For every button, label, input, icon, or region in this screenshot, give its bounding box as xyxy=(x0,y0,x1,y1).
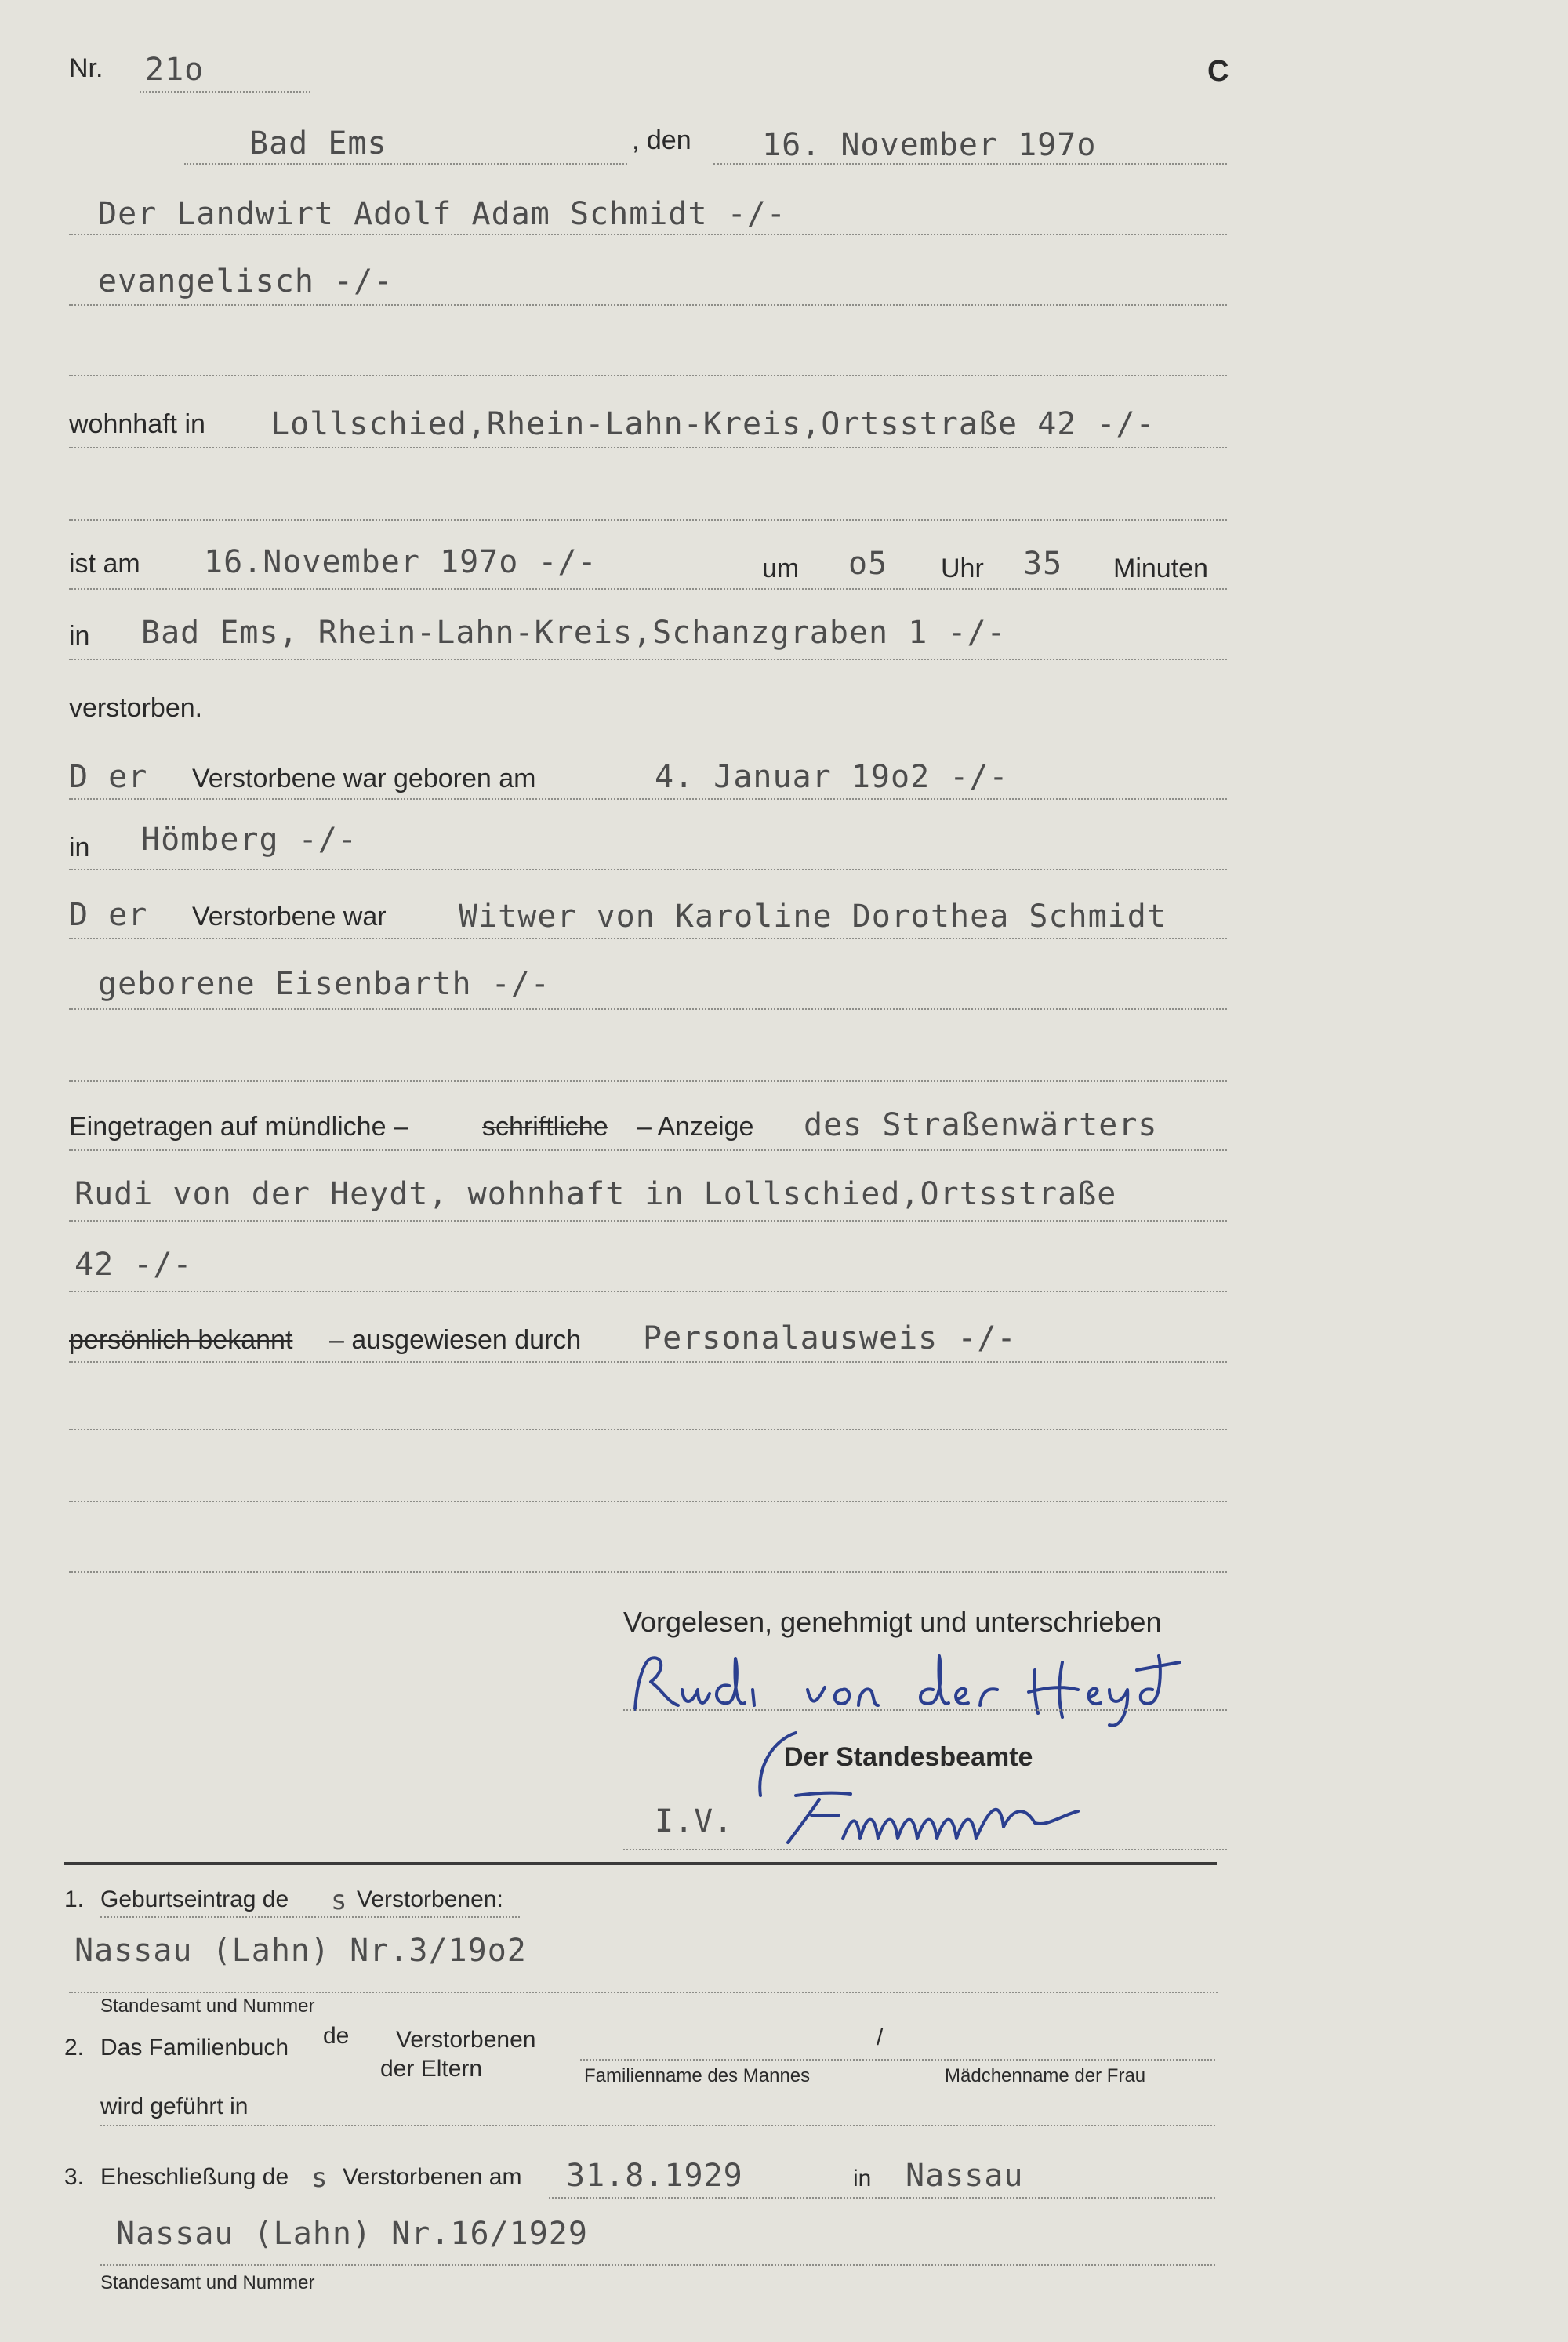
line xyxy=(549,2197,1215,2199)
place: Bad Ems xyxy=(249,125,387,162)
line xyxy=(69,1149,1227,1151)
religion: evangelisch -/- xyxy=(98,263,394,300)
registrar-label: Der Standesbeamte xyxy=(784,1742,1033,1772)
der-typed: D er xyxy=(69,897,148,933)
section-divider xyxy=(64,1862,1217,1865)
note3-typed: s xyxy=(311,2162,328,2194)
note2-de: de xyxy=(323,2023,350,2049)
read-approved-label: Vorgelesen, genehmigt und unterschrieben xyxy=(623,1606,1162,1638)
birth-date: 4. Januar 19o2 -/- xyxy=(655,759,1009,795)
death-date: 16.November 197o -/- xyxy=(204,544,597,580)
registrar-signature xyxy=(764,1780,1125,1850)
line xyxy=(100,2125,1215,2126)
report-label-struck: schriftliche xyxy=(482,1112,608,1142)
nr-line xyxy=(140,91,310,93)
line xyxy=(69,447,1227,448)
form-letter: C xyxy=(1207,55,1229,88)
der-typed: D er xyxy=(69,759,148,795)
line xyxy=(580,2059,1215,2061)
ist-am-label: ist am xyxy=(69,549,140,579)
residence: Lollschied,Rhein-Lahn-Kreis,Ortsstraße 42 -/- xyxy=(270,406,1156,442)
note2-wird: wird geführt in xyxy=(100,2093,249,2119)
note1-caption: Standesamt und Nummer xyxy=(100,1995,315,2017)
wohnhaft-label: wohnhaft in xyxy=(69,409,205,439)
date-line xyxy=(713,163,1227,165)
note2-label: Das Familienbuch xyxy=(100,2035,289,2061)
line xyxy=(69,1501,1227,1502)
note1-typed: s xyxy=(331,1885,348,1916)
line xyxy=(69,798,1227,800)
note3-number: 3. xyxy=(64,2164,85,2190)
line xyxy=(69,659,1227,660)
line xyxy=(69,304,1227,306)
line xyxy=(100,2264,1215,2266)
line xyxy=(69,1008,1227,1010)
place-line xyxy=(184,163,627,165)
note2-verstorbenen: Verstorbenen xyxy=(396,2027,536,2053)
id-value: Personalausweis -/- xyxy=(643,1320,1017,1356)
line xyxy=(69,1571,1227,1573)
note2-eltern: der Eltern xyxy=(380,2056,483,2082)
note1-label-a: Geburtseintrag de xyxy=(100,1886,289,1912)
note3-label-a: Eheschließung de xyxy=(100,2164,289,2190)
line xyxy=(69,1291,1227,1292)
line xyxy=(69,938,1227,939)
deceased-name: Der Landwirt Adolf Adam Schmidt -/- xyxy=(98,196,786,232)
line xyxy=(69,519,1227,521)
certificate-date: 16. November 197o xyxy=(762,127,1097,163)
line xyxy=(69,1080,1227,1082)
reporter-signature xyxy=(619,1647,1231,1733)
marital-status-line2: geborene Eisenbarth -/- xyxy=(98,966,550,1002)
note2-caption-wife: Mädchenname der Frau xyxy=(945,2065,1146,2086)
death-in-label: in xyxy=(69,621,90,651)
note1-value: Nassau (Lahn) Nr.3/19o2 xyxy=(74,1933,527,1969)
birth-in-label: in xyxy=(69,833,90,862)
line xyxy=(69,234,1227,235)
reporter-signature-line xyxy=(623,1709,1227,1711)
line xyxy=(69,1220,1227,1222)
id-label: – ausgewiesen durch xyxy=(329,1325,582,1355)
birth-place: Hömberg -/- xyxy=(141,822,358,858)
line xyxy=(69,588,1227,590)
note3-value: Nassau (Lahn) Nr.16/1929 xyxy=(116,2216,588,2252)
uhr-label: Uhr xyxy=(941,554,984,583)
note3-label-b: Verstorbenen am xyxy=(343,2164,522,2190)
note2-number: 2. xyxy=(64,2035,85,2061)
den-label: , den xyxy=(632,125,691,155)
line xyxy=(69,1429,1227,1430)
minuten-label: Minuten xyxy=(1113,554,1208,583)
report-label-prefix: Eingetragen auf mündliche – xyxy=(69,1112,408,1142)
note2-caption-husband: Familienname des Mannes xyxy=(584,2065,811,2086)
report-label-suffix: – Anzeige xyxy=(637,1112,754,1142)
line xyxy=(69,1361,1227,1363)
um-label: um xyxy=(762,554,800,583)
iv-label: I.V. xyxy=(655,1803,734,1839)
death-minutes: 35 xyxy=(1023,546,1063,582)
line xyxy=(69,1992,1218,1993)
line xyxy=(69,869,1227,870)
line xyxy=(100,1916,520,1918)
note3-caption: Standesamt und Nummer xyxy=(100,2272,315,2293)
note1-number: 1. xyxy=(64,1886,85,1912)
death-hour: o5 xyxy=(848,546,888,582)
nr-label: Nr. xyxy=(69,53,103,83)
marital-label: Verstorbene war xyxy=(192,902,387,931)
note3-date: 31.8.1929 xyxy=(566,2158,743,2194)
note3-place: Nassau xyxy=(906,2158,1024,2194)
note3-in-label: in xyxy=(853,2166,872,2191)
reporter-line3: 42 -/- xyxy=(74,1247,193,1283)
nr-value: 21o xyxy=(145,52,205,88)
note1-label-b: Verstorbenen: xyxy=(357,1886,503,1912)
reporter-line1: des Straßenwärters xyxy=(804,1107,1158,1143)
reporter-line2: Rudi von der Heydt, wohnhaft in Lollschied,Ortsstraße xyxy=(74,1176,1117,1212)
marital-status: Witwer von Karoline Dorothea Schmidt xyxy=(459,899,1167,935)
verstorben-label: verstorben. xyxy=(69,693,203,723)
id-struck: persönlich bekannt xyxy=(69,1325,293,1355)
note2-slash: / xyxy=(877,2024,884,2050)
death-place: Bad Ems, Rhein-Lahn-Kreis,Schanzgraben 1 -/- xyxy=(141,615,1007,651)
registrar-signature-line xyxy=(623,1849,1227,1850)
born-label: Verstorbene war geboren am xyxy=(192,764,536,793)
line xyxy=(69,375,1227,376)
